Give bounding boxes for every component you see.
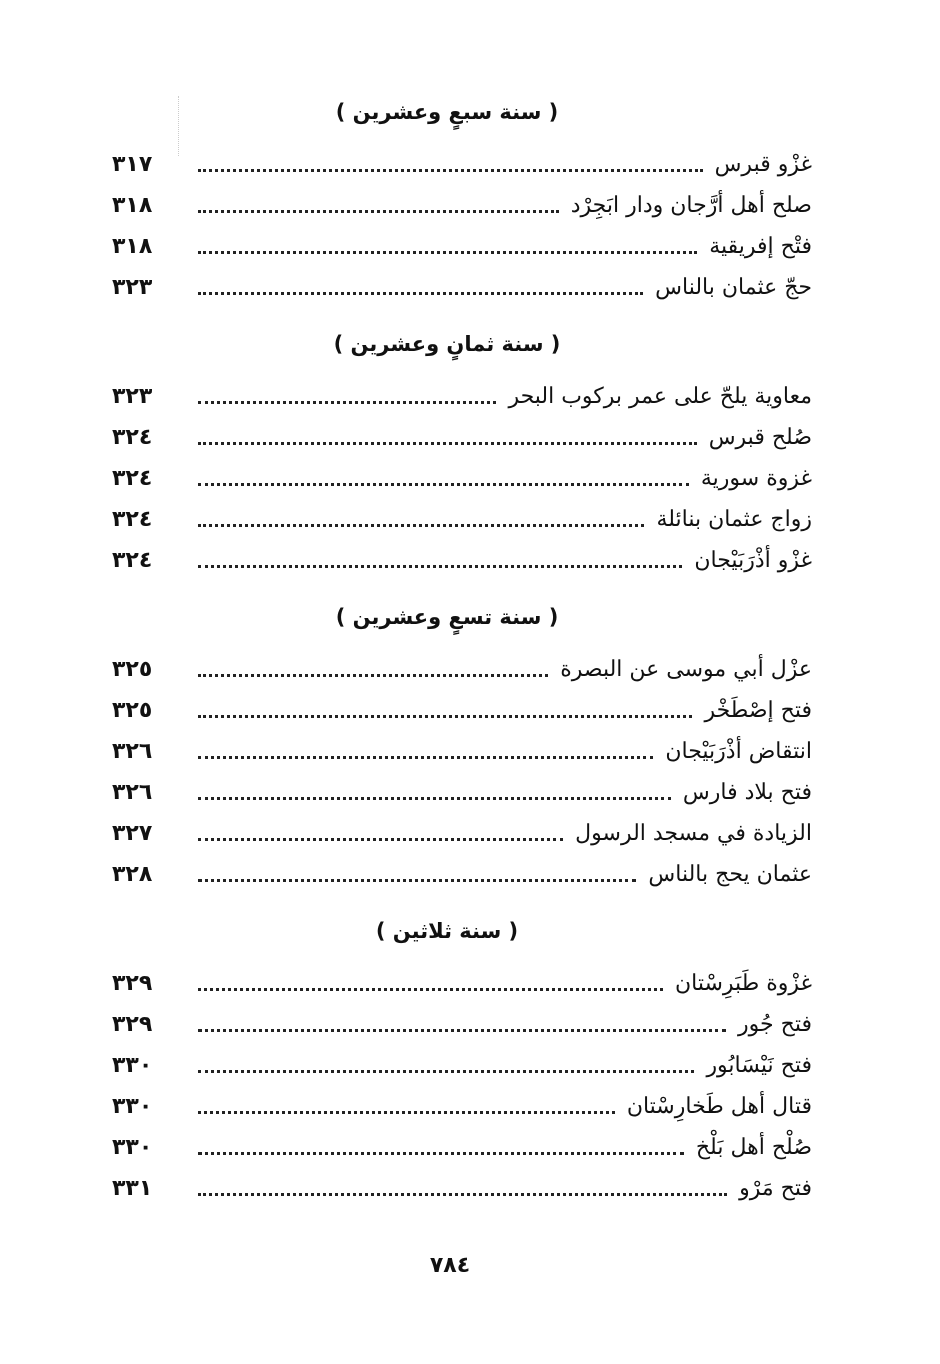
toc-entry-title: فتح مَرْو <box>739 1176 812 1201</box>
toc-entry-page: ٣٢٣ <box>112 275 153 300</box>
toc-entry-title: غزْوة طَبَرِسْتان <box>674 971 812 996</box>
toc-entry-page: ٣٢٣ <box>112 384 153 409</box>
toc-section-year-29 <box>112 593 812 895</box>
toc-entry-title: حجّ عثمان بالناس <box>655 275 812 300</box>
toc-entry <box>112 690 812 731</box>
toc-entry-title: فتْح إفريقية <box>709 234 812 259</box>
toc-entry-page: ٣٢٤ <box>112 425 153 450</box>
toc-entry <box>112 499 812 540</box>
toc-entry <box>112 1004 812 1045</box>
toc-entry-title: غزوة سورية <box>700 466 812 491</box>
section-heading: ( سنة ثلاثين ) <box>375 919 519 943</box>
dot-leader <box>198 1111 615 1114</box>
dot-leader <box>198 1070 694 1073</box>
toc-entry-page: ٣٢٩ <box>112 971 153 996</box>
toc-entry-page: ٣١٧ <box>112 152 153 177</box>
dot-leader <box>198 1193 727 1196</box>
toc-entry <box>112 226 812 267</box>
toc-entry-page: ٣١٨ <box>112 234 153 259</box>
toc-entry-title: صُلح قبرس <box>708 425 812 450</box>
dot-leader <box>198 715 692 718</box>
toc-entry-page: ٣٢٦ <box>112 780 153 805</box>
toc-entry-page: ٣٢٨ <box>112 862 153 887</box>
toc-entry-page: ٣٣١ <box>112 1176 153 1201</box>
toc-entry-page: ٣٢٥ <box>112 657 153 682</box>
toc-entry-title: غزْو أذْرَبَيْجان <box>694 548 812 573</box>
toc-section-year-30 <box>112 907 812 1209</box>
dot-leader <box>198 879 636 882</box>
toc-section-year-28 <box>112 320 812 581</box>
dot-leader <box>198 1152 684 1155</box>
toc-entry-page: ٣٢٤ <box>112 507 153 532</box>
dot-leader <box>198 1029 726 1032</box>
toc-entry-title: قتال أهل طَخارِسْتان <box>626 1094 812 1119</box>
dot-leader <box>198 756 653 759</box>
toc-entry <box>112 185 812 226</box>
toc-entry <box>112 963 812 1004</box>
toc-entry-title: غزْو قبرس <box>714 152 812 177</box>
toc-entry-page: ٣٣٠ <box>112 1094 153 1119</box>
toc-entry <box>112 1086 812 1127</box>
toc-entry-page: ٣٢٤ <box>112 548 153 573</box>
toc-entry-page: ٣٢٦ <box>112 739 153 764</box>
dot-leader <box>198 251 697 254</box>
toc-entry-title: انتقاض أذْرَبَيْجان <box>665 739 812 764</box>
toc-entry <box>112 1168 812 1209</box>
dot-leader <box>198 674 548 677</box>
toc-entry <box>112 731 812 772</box>
toc-entry <box>112 417 812 458</box>
toc-entry <box>112 854 812 895</box>
toc-entry-page: ٣٢٩ <box>112 1012 153 1037</box>
dot-leader <box>198 524 644 527</box>
toc-entry <box>112 458 812 499</box>
toc-entry <box>112 144 812 185</box>
toc-entry-title: صلح أهل أرَّجان ودار ابَجِرْد <box>570 193 812 218</box>
dot-leader <box>198 442 697 445</box>
toc-entry-title: فتح جُور <box>738 1012 812 1037</box>
toc-entry-page: ٣٢٤ <box>112 466 153 491</box>
section-heading: ( سنة ثمانٍ وعشرين ) <box>333 332 561 356</box>
dot-leader <box>198 988 663 991</box>
toc-section-year-27 <box>112 88 812 308</box>
toc-entry-title: الزيادة في مسجد الرسول <box>575 821 812 846</box>
toc-entry <box>112 813 812 854</box>
toc-entry-title: عثمان يحج بالناس <box>648 862 812 887</box>
toc-entry-page: ٣٣٠ <box>112 1053 153 1078</box>
page-number: ٧٨٤ <box>429 1253 471 1278</box>
toc-entry-page: ٣٣٠ <box>112 1135 153 1160</box>
section-heading: ( سنة سبعٍ وعشرين ) <box>335 100 559 124</box>
toc-entry <box>112 649 812 690</box>
dot-leader <box>198 210 559 213</box>
dot-leader <box>198 797 671 800</box>
toc-entry-page: ٣٢٧ <box>112 821 153 846</box>
dot-leader <box>198 565 682 568</box>
toc-entry <box>112 1045 812 1086</box>
toc-entry <box>112 267 812 308</box>
dot-leader <box>198 483 689 486</box>
toc-entry-page: ٣١٨ <box>112 193 153 218</box>
toc-entry-title: زواج عثمان بنائلة <box>656 507 812 532</box>
dot-leader <box>198 169 703 172</box>
toc-entry <box>112 772 812 813</box>
toc-entry-page: ٣٢٥ <box>112 698 153 723</box>
dot-leader <box>198 292 643 295</box>
toc-entry-title: فتح بلاد فارس <box>682 780 812 805</box>
toc-entry-title: عزْل أبي موسى عن البصرة <box>560 657 812 682</box>
toc-entry-title: فتح نَيْسَابُور <box>706 1053 812 1078</box>
section-heading: ( سنة تسعٍ وعشرين ) <box>335 605 559 629</box>
toc-entry <box>112 376 812 417</box>
toc-entry <box>112 1127 812 1168</box>
dot-leader <box>198 401 496 404</box>
dot-leader <box>198 838 563 841</box>
toc-entry <box>112 540 812 581</box>
toc-entry-title: فتح إصْطَخْر <box>704 698 812 723</box>
toc-entry-title: صُلْح أهل بَلْخ <box>695 1135 812 1160</box>
table-of-contents <box>112 88 812 1209</box>
toc-entry-title: معاوية يلحّ على عمر بركوب البحر <box>508 384 812 409</box>
